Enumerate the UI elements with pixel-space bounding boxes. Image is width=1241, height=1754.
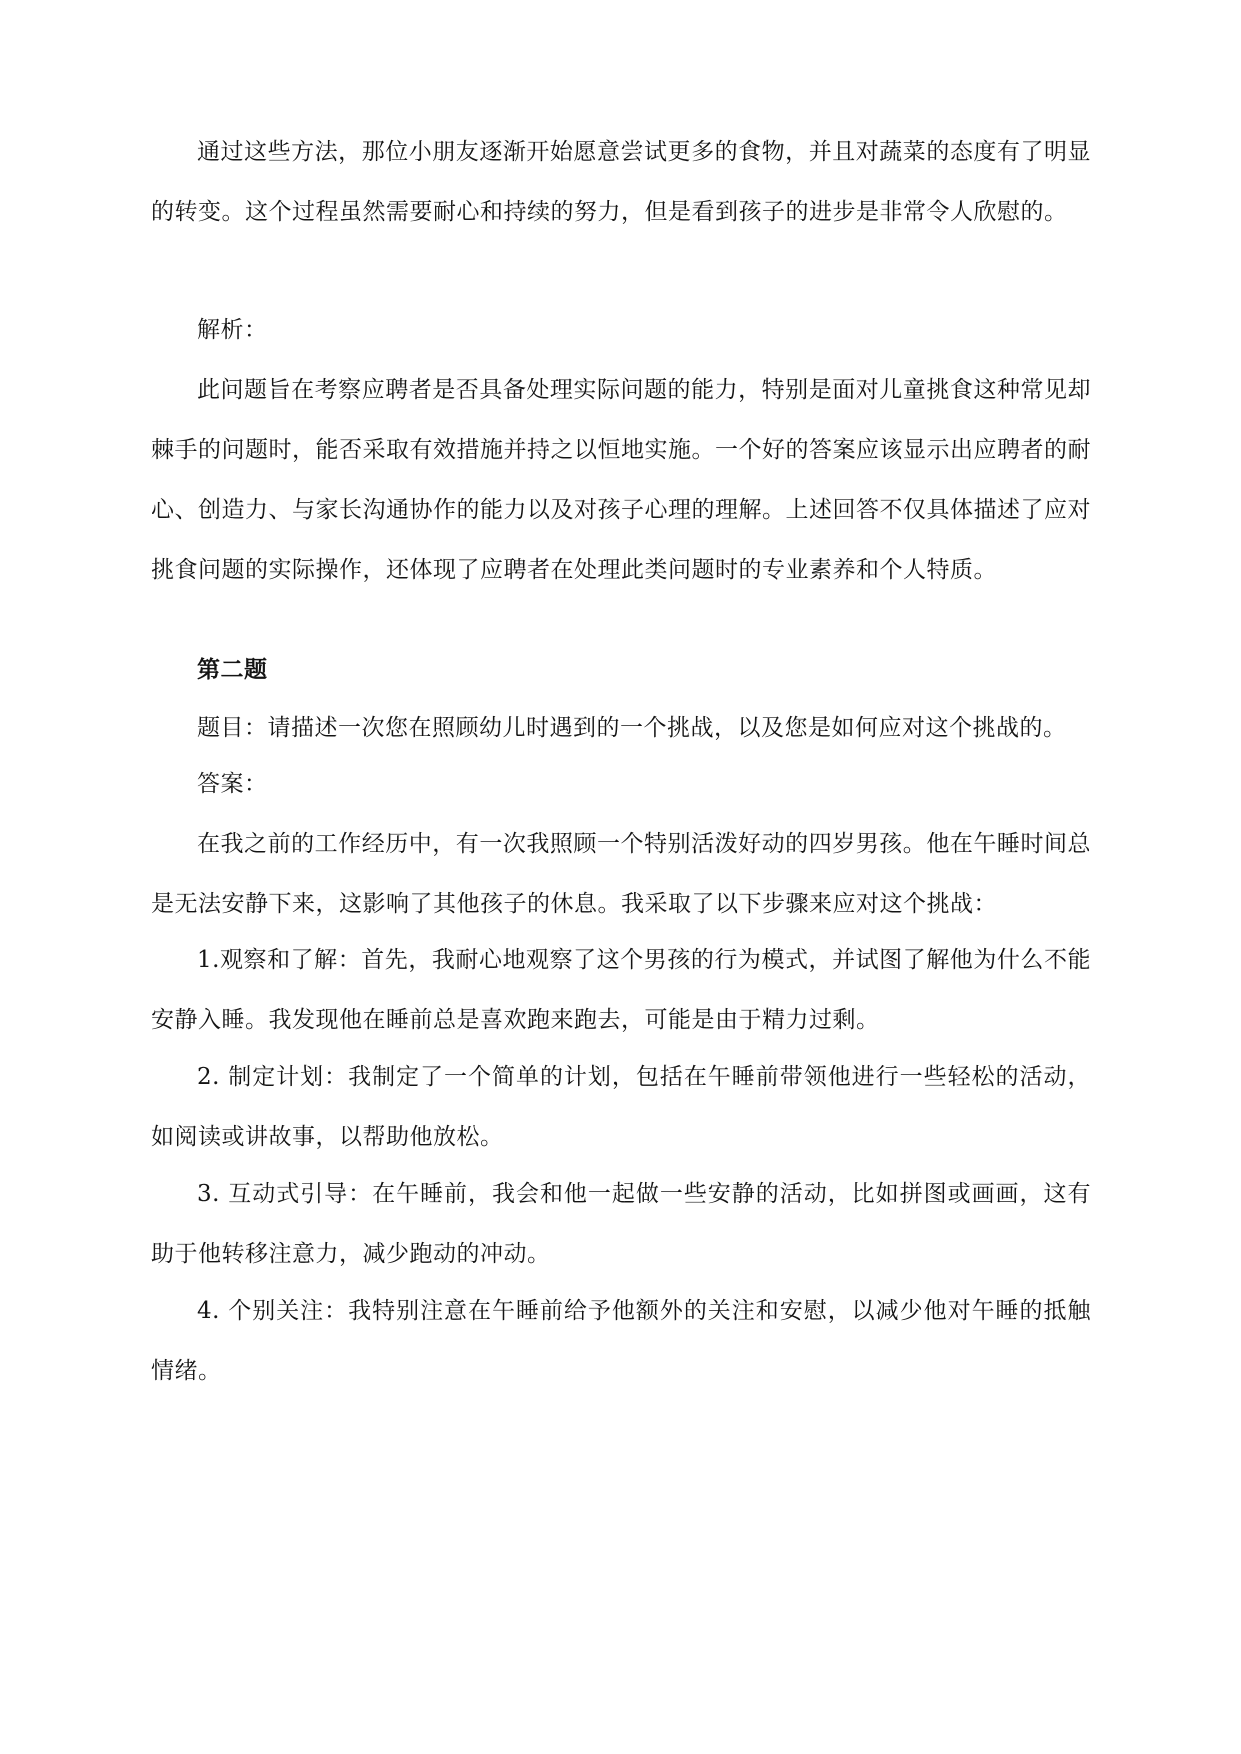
question-text: 题目：请描述一次您在照顾幼儿时遇到的一个挑战，以及您是如何应对这个挑战的。 — [197, 715, 1067, 741]
list-item-4: 4. 个别关注：我特别注意在午睡前给予他额外的关注和安慰，以减少他对午睡的抵触情绪。 — [151, 1298, 1091, 1384]
section-heading: 第二题 — [197, 656, 268, 683]
paragraph-analysis: 此问题旨在考察应聘者是否具备处理实际问题的能力，特别是面对儿童挑食这种常见却棘手的问题时，能否采取有效措施并持之以恒地实施。一个好的答案应该显示出应聘者的耐心、创造力、与家长沟通协作的能力以及对孩子心理的理解。上述回答不仅具体描述了应对挑食问题的实际操作，还体现了应聘者在处理此类问题时的专业素养和个人特质。 — [151, 377, 1091, 583]
list-item-2: 2. 制定计划：我制定了一个简单的计划，包括在午睡前带领他进行一些轻松的活动，如阅读或讲故事，以帮助他放松。 — [151, 1064, 1091, 1150]
paragraph-summary: 通过这些方法，那位小朋友逐渐开始愿意尝试更多的食物，并且对蔬菜的态度有了明显的转变。这个过程虽然需要耐心和持续的努力，但是看到孩子的进步是非常令人欣慰的。 — [151, 139, 1091, 225]
list-item-1: 1.观察和了解：首先，我耐心地观察了这个男孩的行为模式，并试图了解他为什么不能安静入睡。我发现他在睡前总是喜欢跑来跑去，可能是由于精力过剩。 — [151, 947, 1091, 1033]
answer-label: 答案： — [197, 771, 268, 797]
analysis-label: 解析： — [197, 317, 268, 343]
paragraph-answer-intro: 在我之前的工作经历中，有一次我照顾一个特别活泼好动的四岁男孩。他在午睡时间总是无法安静下来，这影响了其他孩子的休息。我采取了以下步骤来应对这个挑战： — [151, 831, 1091, 917]
list-item-3: 3. 互动式引导：在午睡前，我会和他一起做一些安静的活动，比如拼图或画画，这有助于他转移注意力，减少跑动的冲动。 — [151, 1181, 1091, 1267]
